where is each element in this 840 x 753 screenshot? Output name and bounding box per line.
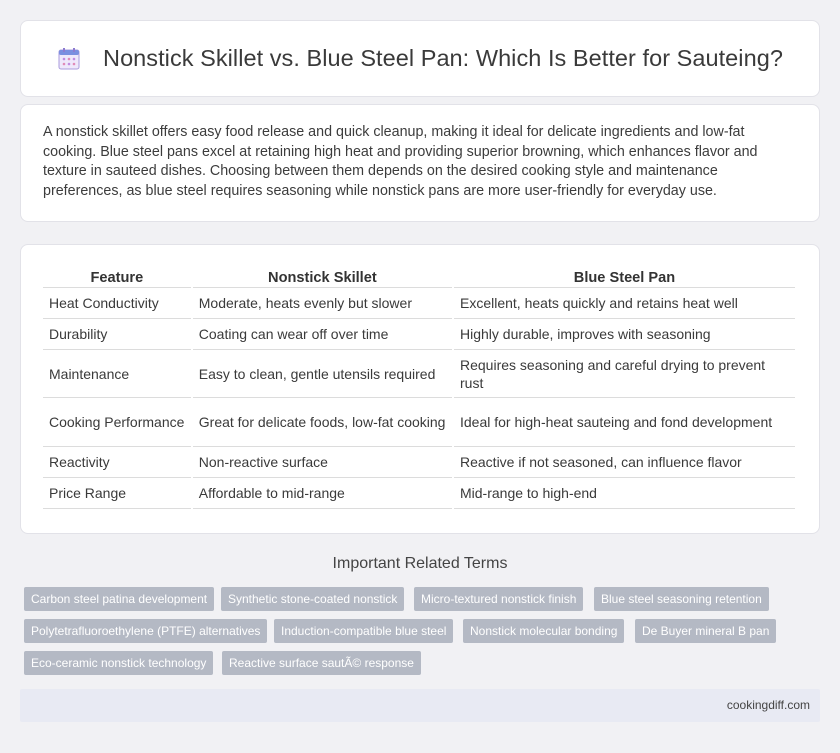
table-cell: Affordable to mid-range [193,478,452,509]
table-cell: Durability [43,319,191,350]
table-cell: Price Range [43,478,191,509]
table-cell: Great for delicate foods, low-fat cooking [193,398,452,447]
title-card [20,20,820,97]
comparison-table [41,263,797,509]
table-cell: Mid-range to high-end [454,478,795,509]
header-blue-steel: Blue Steel Pan [454,263,795,288]
related-term-tag[interactable]: Blue steel seasoning retention [594,587,769,611]
table-cell: Cooking Performance [43,398,191,447]
table-cell: Non-reactive surface [193,447,452,478]
table-cell: Excellent, heats quickly and retains heat well [454,288,795,319]
table-cell: Requires seasoning and careful drying to prevent rust [454,350,795,398]
table-cell: Reactivity [43,447,191,478]
calendar-icon [57,47,81,71]
table-row [43,447,795,478]
intro-paragraph: A nonstick skillet offers easy food release and quick cleanup, making it ideal for delicate ingredients and low-fat cooking. Blue steel pans excel at retaining high heat and providing superior browning, which enhances flavor and texture in sauteed dishes. Choosing between them depends on the desired cooking style and maintenance preferences, as blue steel requires seasoning while nonstick pans are more user-friendly for everyday use. [43,124,758,200]
table-cell: Heat Conductivity [43,288,191,319]
header-nonstick: Nonstick Skillet [193,263,452,288]
footer-site-link[interactable]: cookingdiff.com [726,698,810,712]
table-cell: Reactive if not seasoned, can influence flavor [454,447,795,478]
header-feature: Feature [43,263,191,288]
table-header-row [43,263,795,288]
table-row [43,478,795,509]
table-row [43,350,795,398]
related-term-tag[interactable]: De Buyer mineral B pan [635,619,776,643]
footer [20,689,820,722]
table-cell: Coating can wear off over time [193,319,452,350]
related-term-tag[interactable]: Reactive surface sautÃ© response [222,651,421,675]
related-term-tag[interactable]: Polytetrafluoroethylene (PTFE) alternatives [24,619,267,643]
related-term-tag[interactable]: Synthetic stone-coated nonstick [221,587,404,611]
table-cell: Highly durable, improves with seasoning [454,319,795,350]
table-cell: Moderate, heats evenly but slower [193,288,452,319]
related-terms-heading: Important Related Terms [332,555,508,572]
table-cell: Maintenance [43,350,191,398]
table-cell: Easy to clean, gentle utensils required [193,350,452,398]
comparison-card [20,244,820,534]
related-term-tag[interactable]: Carbon steel patina development [24,587,214,611]
related-term-tag[interactable]: Micro-textured nonstick finish [414,587,583,611]
table-row [43,398,795,447]
table-row [43,288,795,319]
table-cell: Ideal for high-heat sauteing and fond development [454,398,795,447]
page-title: Nonstick Skillet vs. Blue Steel Pan: Which Is Better for Sauteing? [103,45,783,71]
table-row [43,319,795,350]
intro-card [20,104,820,222]
related-term-tag[interactable]: Nonstick molecular bonding [463,619,624,643]
related-term-tag[interactable]: Induction-compatible blue steel [274,619,453,643]
related-term-tag[interactable]: Eco-ceramic nonstick technology [24,651,213,675]
